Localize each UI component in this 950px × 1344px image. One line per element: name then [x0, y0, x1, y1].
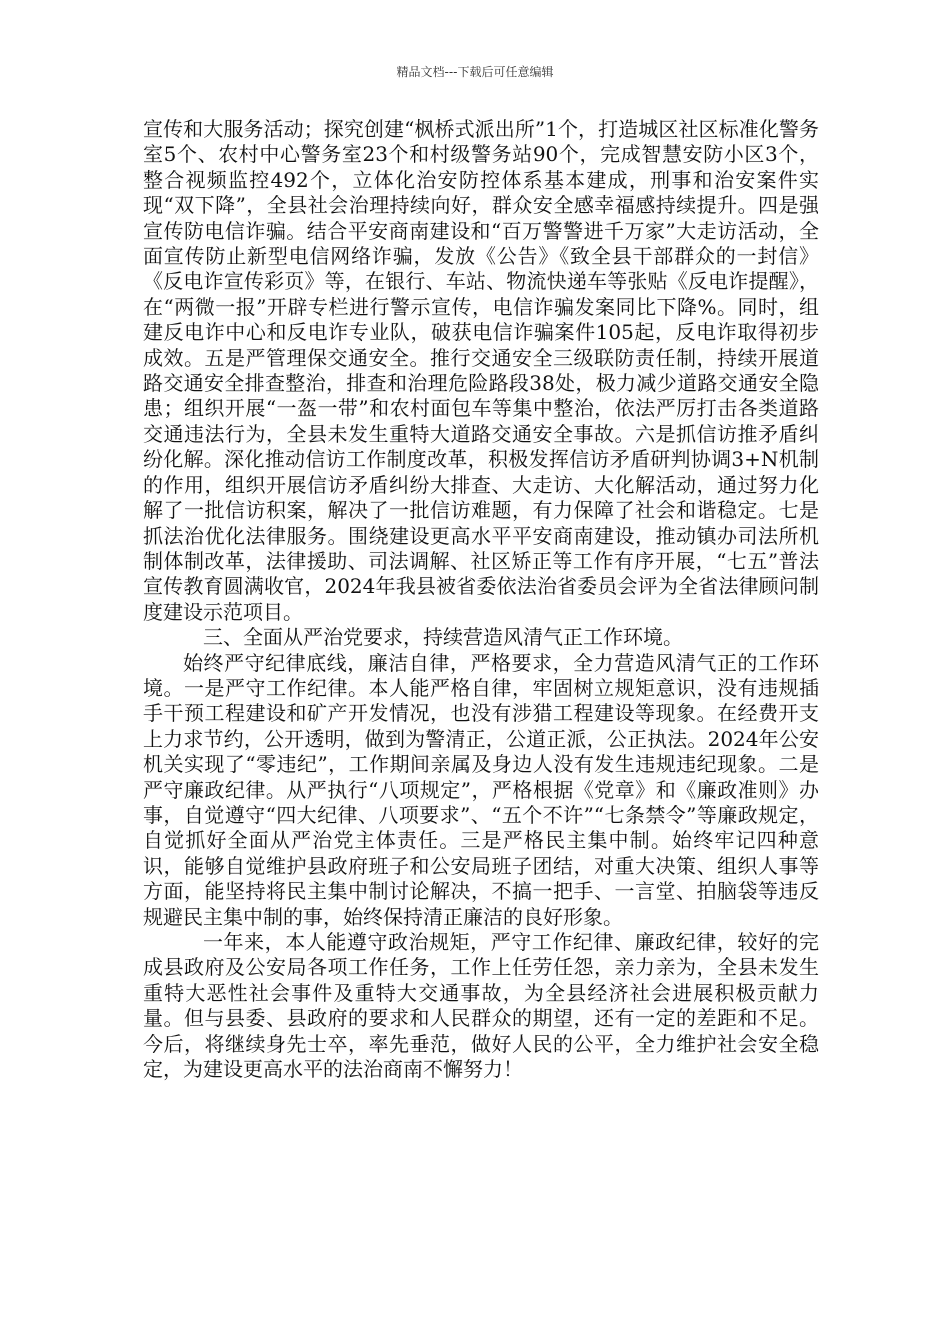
paragraph-1: 宣传和大服务活动；探究创建“枫桥式派出所”1个，打造城区社区标准化警务室5个、农村中心警务室23个和村级警务站90个，完成智慧安防小区3个，整合视频监控492个，立体化治安防控体系基本建成，刑事和治安案件实现“双下降”，全县社会治理持续向好，群众安全感幸福感持续提升。四是强宣传防电信诈骗。结合平安商南建设和“百万警警进千万家”大走访活动，全面宣传防止新型电信网络诈骗，发放《公告》《致全县干部群众的一封信》《反电诈宣传彩页》等，在银行、车站、物流快递车等张贴《反电诈提醒》，在“两微一报”开辟专栏进行警示宣传，电信诈骗发案同比下降%。同时，组建反电诈中心和反电诈专业队，破获电信诈骗案件105起，反电诈取得初步成效。五是严管理保交通安全。推行交通安全三级联防责任制，持续开展道路交通安全排查整治，排查和治理危险路段38处，极力减少道路交通安全隐患；组织开展“一盔一带”和农村面包车等集中整治，依法严厉打击各类道路交通违法行为，全县未发生重特大道路交通安全事故。六是抓信访推矛盾纠纷化解。深化推动信访工作制度改革，积极发挥信访矛盾研判协调3+N机制的作用，组织开展信访矛盾纠纷大排查、大走访、大化解活动，通过努力化解了一批信访积案，解决了一批信访难题，有力保障了社会和谐稳定。七是抓法治优化法律服务。围绕建设更高水平平安商南建设，推动镇办司法所机制体制改革，法律援助、司法调解、社区矫正等工作有序开展，“七五”普法宣传教育圆满收官，2024年我县被省委依法治省委员会评为全省法律顾问制度建设示范项目。: [143, 117, 819, 624]
document-body: [143, 117, 819, 1082]
paragraph-2: 始终严守纪律底线，廉洁自律，严格要求，全力营造风清气正的工作环境。一是严守工作纪律。本人能严格自律，牢固树立规矩意识，没有违规插手干预工程建设和矿产开发情况，也没有涉猎工程建设等现象。在经费开支上力求节约，公开透明，做到为警清正，公道正派，公正执法。2024年公安机关实现了“零违纪”，工作期间亲属及身边人没有发生违规违纪现象。二是严守廉政纪律。从严执行“八项规定”，严格根据《党章》和《廉政准则》办事，自觉遵守“四大纪律、八项要求”、“五个不许”“七条禁令”等廉政规定，自觉抓好全面从严治党主体责任。三是严格民主集中制。始终牢记四种意识，能够自觉维护县政府班子和公安局班子团结，对重大决策、组织人事等方面，能坚持将民主集中制讨论解决，不搞一把手、一言堂、拍脑袋等违反规避民主集中制的事，始终保持清正廉洁的良好形象。: [143, 650, 819, 929]
page-header: 精品文档---下载后可任意编辑: [396, 65, 554, 79]
paragraph-3: 一年来，本人能遵守政治规矩，严守工作纪律、廉政纪律，较好的完成县政府及公安局各项工作任务，工作上任劳任怨，亲力亲为，全县未发生重特大恶性社会事件及重特大交通事故，为全县经济社会进展积极贡献力量。但与县委、县政府的要求和人民群众的期望，还有一定的差距和不足。今后，将继续身先士卒，率先垂范，做好人民的公平，全力维护社会安全稳定，为建设更高水平的法治商南不懈努力！: [143, 930, 819, 1082]
section-heading: 三、全面从严治党要求，持续营造风清气正工作环境。: [203, 625, 683, 650]
